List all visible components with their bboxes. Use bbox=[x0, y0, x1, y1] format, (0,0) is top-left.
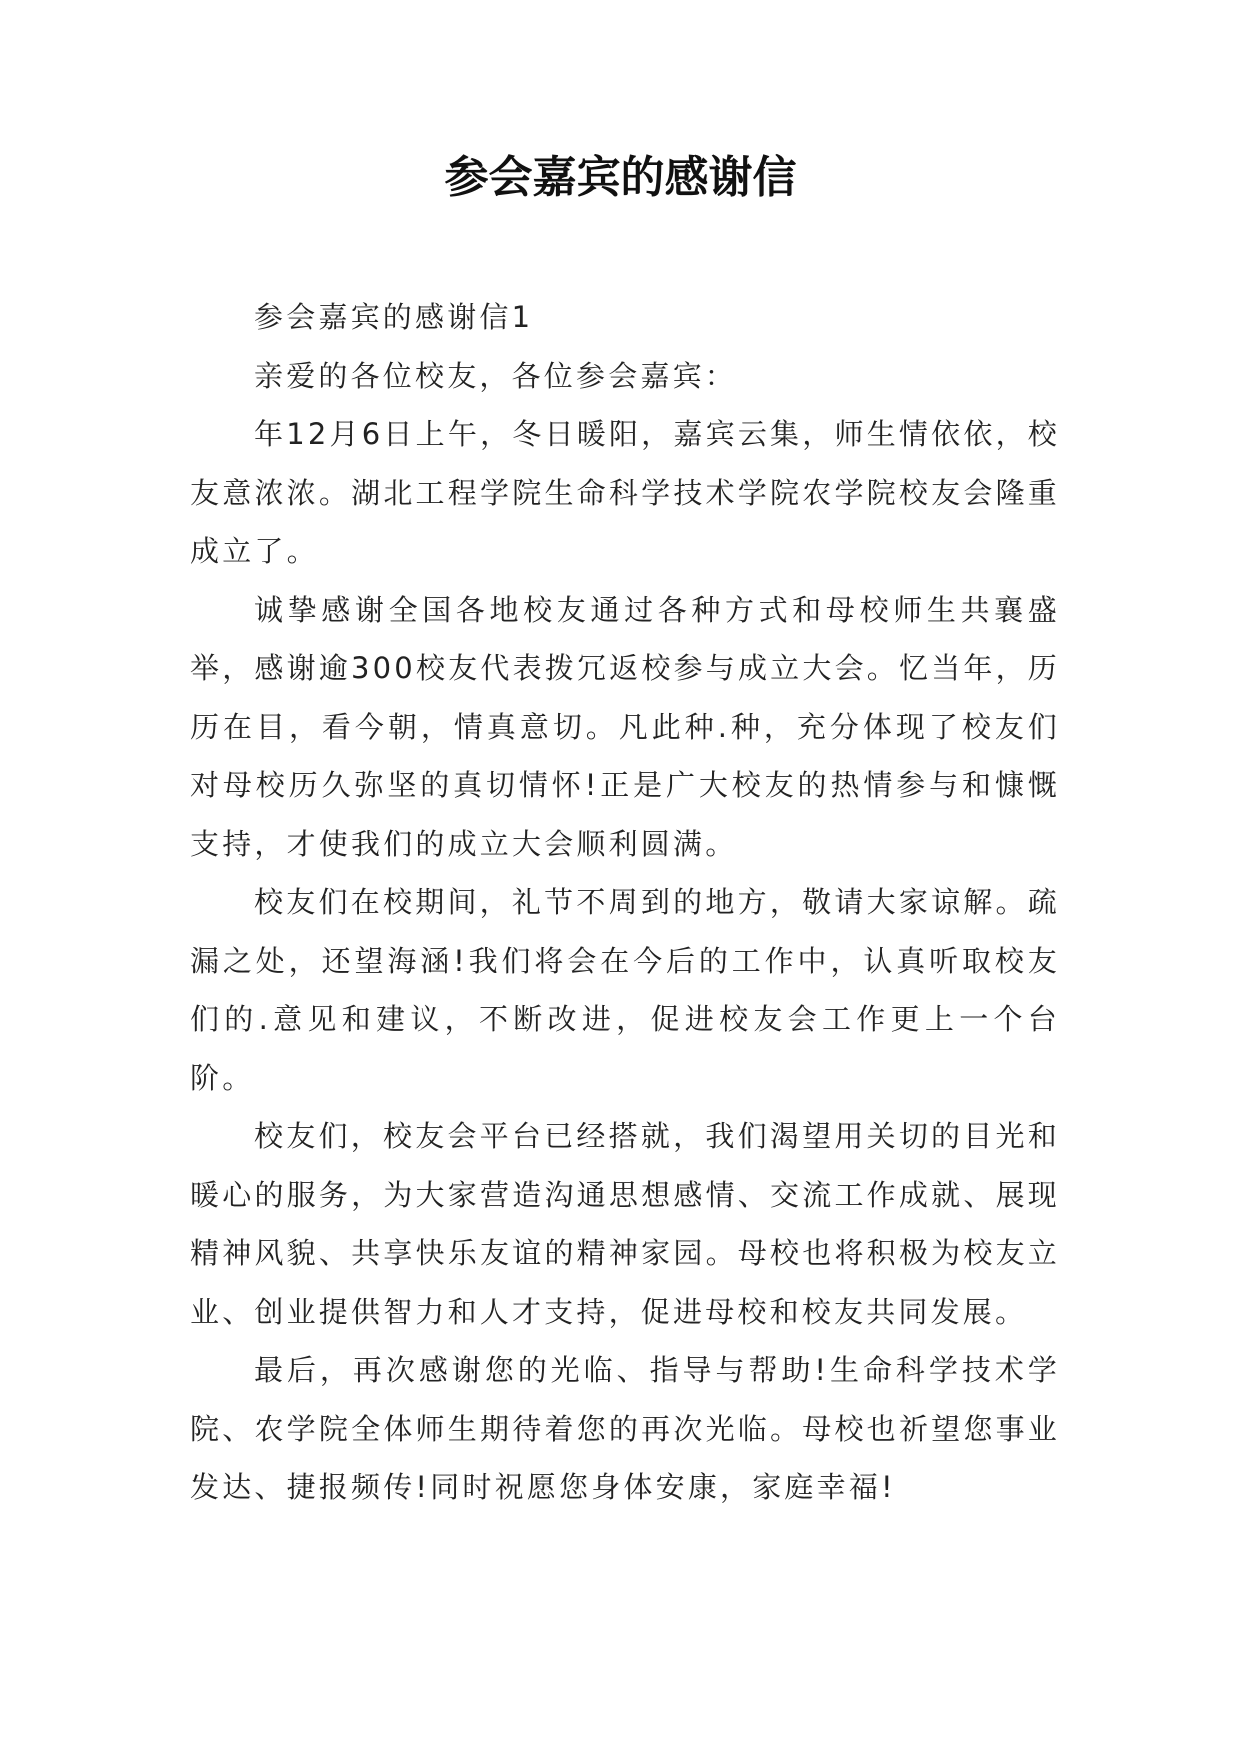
letter-body bbox=[190, 288, 1060, 1517]
letter-paragraph: 校友们在校期间，礼节不周到的地方，敬请大家谅解。疏漏之处，还望海涵!我们将会在今后的工作中，认真听取校友们的.意见和建议，不断改进，促进校友会工作更上一个台阶。 bbox=[190, 885, 1060, 1095]
letter-salutation: 亲爱的各位校友，各位参会嘉宾： bbox=[254, 358, 738, 393]
letter-paragraph: 年12月6日上午，冬日暖阳，嘉宾云集，师生情依依，校友意浓浓。湖北工程学院生命科学技术学院农学院校友会隆重成立了。 bbox=[190, 417, 1060, 568]
letter-paragraph: 诚挚感谢全国各地校友通过各种方式和母校师生共襄盛举，感谢逾300校友代表拨冗返校参与成立大会。忆当年，历历在目，看今朝，情真意切。凡此种.种，充分体现了校友们对母校历久弥坚的真切情怀!正是广大校友的热情参与和慷慨支持，才使我们的成立大会顺利圆满。 bbox=[190, 592, 1060, 861]
letter-heading: 参会嘉宾的感谢信1 bbox=[254, 300, 534, 334]
letter-paragraph: 校友们，校友会平台已经搭就，我们渴望用关切的目光和暖心的服务，为大家营造沟通思想感情、交流工作成就、展现精神风貌、共享快乐友谊的精神家园。母校也将积极为校友立业、创业提供智力和人才支持，促进母校和校友共同发展。 bbox=[190, 1119, 1060, 1329]
document-title: 参会嘉宾的感谢信 bbox=[444, 152, 797, 203]
letter-paragraph: 最后，再次感谢您的光临、指导与帮助!生命科学技术学院、农学院全体师生期待着您的再次光临。母校也祈望您事业发达、捷报频传!同时祝愿您身体安康，家庭幸福! bbox=[190, 1353, 1060, 1504]
